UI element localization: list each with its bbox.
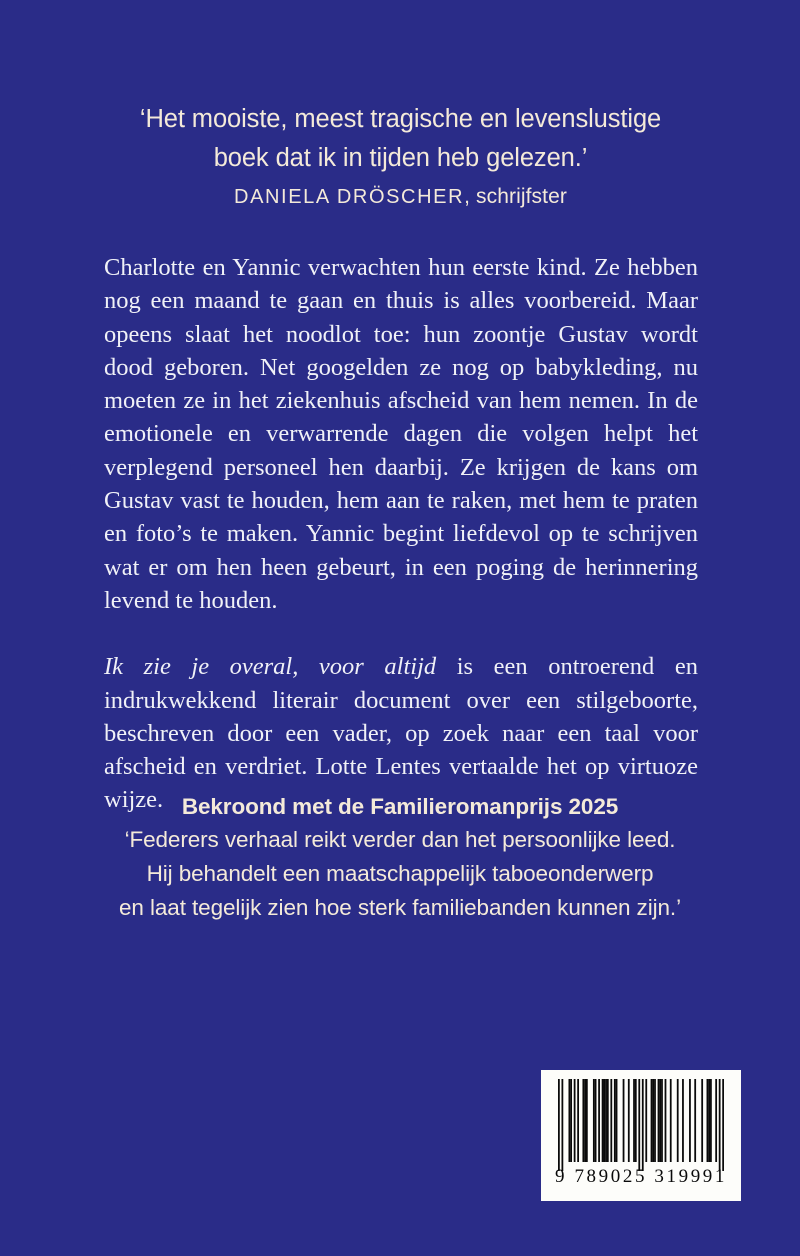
- pull-quote: [104, 100, 697, 212]
- book-title: Ik zie je overal, voor altijd: [104, 653, 437, 681]
- quote-author-name: DANIELA DRÖSCHER: [234, 186, 465, 208]
- pull-quote-line-2: boek dat ik in tijden heb gelezen.’: [213, 144, 588, 172]
- quote-author-role: , schrijfster: [464, 185, 567, 208]
- paragraph-spacer: [104, 617, 698, 650]
- blurb-paragraph-2-rest: is een ontroerend en indrukwekkend literair document over een stilgeboorte, beschreven door een vader, op zoek naar een taal voor afscheid en verdriet. Lotte Lentes vertaalde het op virtuoze wijze.: [104, 653, 699, 814]
- award-heading: Bekroond met de Familieromanprijs 2025: [181, 794, 619, 819]
- pull-quote-attribution: [104, 182, 697, 212]
- barcode-bars: [558, 1079, 724, 1171]
- barcode: [541, 1070, 741, 1201]
- award-quote-line-3: en laat tegelijk zien hoe sterk familiebanden kunnen zijn.’: [119, 895, 681, 920]
- award-block: [80, 790, 720, 925]
- blurb-paragraph-1: Charlotte en Yannic verwachten hun eerste kind. Ze hebben nog een maand te gaan en thuis is alles voorbereid. Maar opeens slaat het noodlot toe: hun zoontje Gustav wordt dood geboren. Net googelden ze nog op babykleding, nu moeten ze in het ziekenhuis afscheid van hem nemen. In de emotionele en verwarrende dagen die volgen helpt het verplegend personeel hen daarbij. Ze krijgen de kans om Gustav vast te houden, hem aan te raken, met hem te praten en foto’s te maken. Yannic begint liefdevol op te schrijven wat er om hen heen gebeurt, in een poging de herinnering levend te houden.: [104, 254, 698, 614]
- award-quote-line-2: Hij behandelt een maatschappelijk taboeonderwerp: [146, 861, 654, 886]
- pull-quote-line-1: ‘Het mooiste, meest tragische en levenslustige: [139, 105, 662, 133]
- blurb-block: [104, 251, 698, 817]
- award-quote-line-1: ‘Federers verhaal reikt verder dan het persoonlijke leed.: [124, 827, 676, 852]
- barcode-isbn-digits: 9 789025 319991: [555, 1166, 727, 1187]
